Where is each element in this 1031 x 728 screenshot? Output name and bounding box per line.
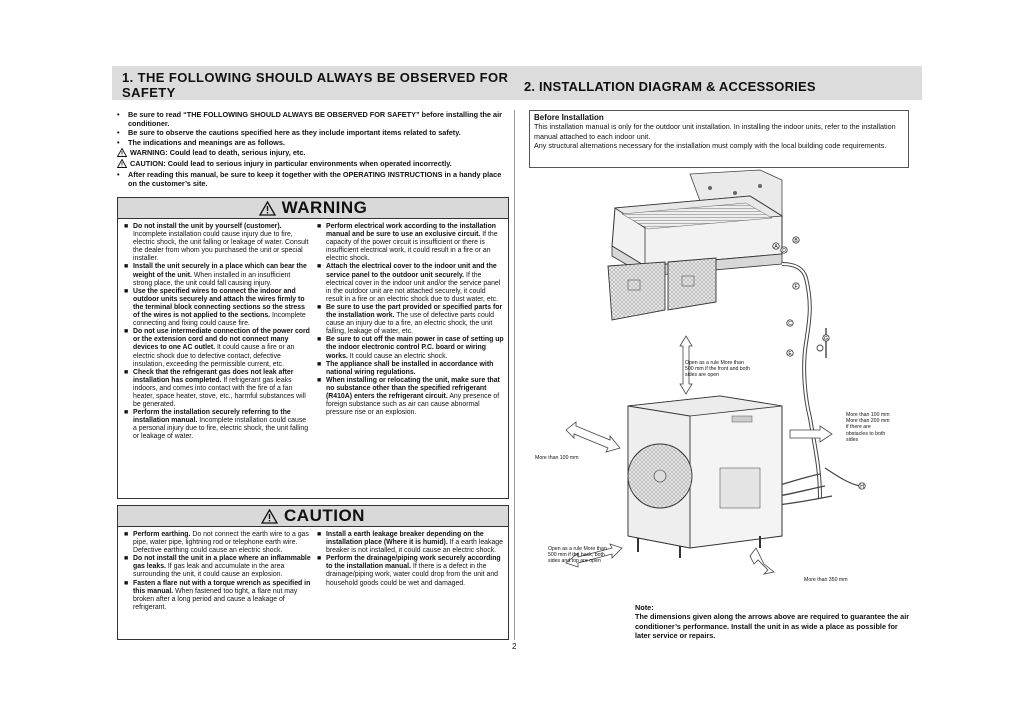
- caution-item: ■ Install a earth leakage breaker depending on the installation place (Where it is humid). If a earth leakage breaker is not installed, it could cause an electric shock.: [317, 531, 503, 555]
- caution-triangle-icon: [117, 159, 127, 168]
- caution-item: ■ Do not install the unit in a place where an inflammable gas leaks. If gas leak and accumulate in the area surrounding the unit, it could cause an explosion.: [124, 555, 311, 579]
- part-marker-a: A: [774, 244, 778, 250]
- intro-bullet-3: The indications and meanings are as follows.: [128, 137, 285, 147]
- part-marker-b: B: [794, 238, 798, 244]
- caution-item: ■ Perform earthing. Do not connect the earth wire to a gas pipe, water pipe, lightning rod or telephone earth wire. Defective earthing could cause an electric shock.: [124, 531, 309, 555]
- warning-box: [117, 197, 509, 499]
- label-top-clearance: Open as a rule More than 500 mm if the front and both sides are open: [685, 360, 750, 379]
- section1-title: 1. THE FOLLOWING SHOULD ALWAYS BE OBSERVED FOR SAFETY: [122, 70, 509, 100]
- warning-item: ■ Attach the electrical cover to the indoor unit and the service panel to the outdoor unit securely. If the electrical cover in the indoor unit and/or the service panel in the outdoor unit are not attached securely, it could result in a fire or an electric shock due to dust water, etc.: [317, 263, 501, 303]
- part-marker-f: F: [794, 284, 798, 290]
- caution-box: [117, 505, 509, 640]
- diagram-note: [635, 603, 915, 640]
- caution-icon: [261, 509, 278, 524]
- part-marker-h: H: [860, 484, 864, 490]
- installation-diagram: [520, 168, 920, 598]
- outdoor-unit: [628, 396, 782, 558]
- label-back-clearance: Open as a rule More than 500 mm if the back, both sides and top are open: [548, 546, 607, 565]
- warning-item: ■ Install the unit securely in a place which can bear the weight of the unit. When installed in an insufficient strong place, the unit could fall causing injury.: [124, 263, 307, 287]
- warning-title: WARNING: [281, 198, 368, 217]
- caution-title: CAUTION: [284, 506, 365, 525]
- before-installation-box: [529, 110, 909, 168]
- before-installation-text-2: Any structural alternations necessary for the installation must comply with the local building code requirements.: [534, 140, 887, 150]
- warning-item: ■ Do not use intermediate connection of the power cord or the extension cord and do not connect many devices to one AC outlet. It could cause a fire or an electric shock due to defective contact, defective insulation, exceeding the permissible current, etc.: [124, 328, 310, 368]
- bottom-clearance-arrow: [750, 548, 774, 574]
- label-bottom-clearance: More than 350 mm: [804, 577, 848, 583]
- warning-item: ■ Use the specified wires to connect the indoor and outdoor units securely and attach the wires firmly to the terminal block connecting sections so the stress of the wires is not applied to the sections. Incomplete connecting and fixing could cause fire.: [124, 287, 306, 328]
- intro-bullet-1: Be sure to read “THE FOLLOWING SHOULD ALWAYS BE OBSERVED FOR SAFETY” before installing the air conditioner.: [128, 110, 502, 129]
- warning-icon: [259, 201, 276, 216]
- label-left-clearance: More than 100 mm: [535, 455, 579, 461]
- warning-triangle-icon: [117, 148, 127, 157]
- warning-col-left: [124, 223, 311, 442]
- column-divider: [514, 110, 515, 640]
- left-clearance-arrow: [566, 422, 620, 452]
- caution-item: ■ Perform the drainage/piping work securely according to the installation manual. If there is a defect in the drainage/piping work, water could drop from the unit and household goods could be wet and damaged.: [317, 555, 501, 587]
- warning-item: ■ Be sure to use the part provided or specified parts for the installation work. The use of defective parts could cause an injury due to a fire, an electric shock, the unit falling, leakage of water, etc.: [317, 303, 503, 336]
- intro-bullet-2: Be sure to observe the cautions specified here as they include important items related to safety.: [128, 128, 461, 138]
- part-markers: [773, 237, 865, 490]
- safety-intro: • Be sure to read “THE FOLLOWING SHOULD ALWAYS BE OBSERVED FOR SAFETY” before installing the air conditioner. • Be sure to observe the cautions specified here as they include important items related to safety. • The indications and meanings are as follows. WARNING: Could lead to death, serious injury, etc. CAUTION: Could lead to serious injury in particular environments when operated incorrectly. • After reading this manual, be sure to keep it together with the OPERATING INSTRUCTIONS in a handy place on the customer’s site.: [117, 110, 509, 189]
- page-number: 2: [512, 642, 517, 651]
- label-right-clearance: More than 100 mm More than 200 mm if there are obstacles to both sides: [846, 412, 890, 443]
- caution-definition: CAUTION: Could lead to serious injury in particular environments when operated incorrectly.: [130, 159, 452, 169]
- caution-col-left: [124, 531, 311, 612]
- before-installation-text: This installation manual is only for the outdoor unit installation. In installing the indoor units, refer to the installation manual attached to each indoor unit.: [534, 122, 896, 141]
- caution-box-header: [118, 506, 508, 527]
- part-marker-e: E: [788, 351, 792, 357]
- intro-bullet-4: After reading this manual, be sure to keep it together with the OPERATING INSTRUCTIONS in a handy place on the customer’s site.: [128, 170, 502, 189]
- part-marker-d: D: [782, 248, 786, 254]
- warning-col-right: [317, 223, 504, 442]
- part-marker-c: C: [788, 321, 792, 327]
- before-installation-title: Before Installation: [534, 113, 604, 122]
- air-filters: [608, 258, 716, 320]
- caution-col-right: [317, 531, 504, 612]
- warning-item: ■ The appliance shall be installed in accordance with national wiring regulations.: [317, 360, 494, 376]
- warning-item: ■ Be sure to cut off the main power in case of setting up the indoor electronic control P.C. board or wiring works. It could cause an electric shock.: [317, 336, 504, 360]
- warning-item: ■ Perform electrical work according to the installation manual and be sure to use an exclusive circuit. If the capacity of the power circuit is insufficient or there is insufficient electrical work, it could result in a fire or an electric shock.: [317, 223, 498, 263]
- warning-item: ■ Do not install the unit by yourself (customer). Incomplete installation could cause injury due to fire, electric shock, the unit falling or leakage of water. Consult the dealer from whom you purchased the unit or special installer.: [124, 223, 309, 263]
- warning-item: ■ Check that the refrigerant gas does not leak after installation has completed. If refrigerant gas leaks indoors, and comes into contact with the fire of a fan heater, space heater, stove, etc., harmful substances will be generated.: [124, 368, 306, 409]
- note-text: The dimensions given along the arrows above are required to guarantee the air conditioner’s performance. Install the unit in as wide a place as possible for later service or repairs.: [635, 612, 910, 640]
- section2-title: 2. INSTALLATION DIAGRAM & ACCESSORIES: [524, 79, 816, 94]
- note-title: Note:: [635, 603, 654, 612]
- warning-item: ■ When installing or relocating the unit, make sure that no substance other than the specified refrigerant (R410A) enters the refrigerant circuit. Any presence of foreign substance such as air can cause abnormal pressure rise or an explosion.: [317, 376, 500, 417]
- caution-item: ■ Fasten a flare nut with a torque wrench as specified in this manual. When fastened too tight, a flare nut may broken after a long period and cause a leakage of refrigerant.: [124, 579, 311, 611]
- warning-definition: WARNING: Could lead to death, serious injury, etc.: [130, 147, 306, 157]
- part-marker-g: G: [824, 336, 828, 342]
- warning-box-header: [118, 198, 508, 219]
- warning-item: ■ Perform the installation securely referring to the installation manual. Incomplete installation could cause a personal injury due to fire, electric shock, the unit falling or leakage of water.: [124, 409, 309, 441]
